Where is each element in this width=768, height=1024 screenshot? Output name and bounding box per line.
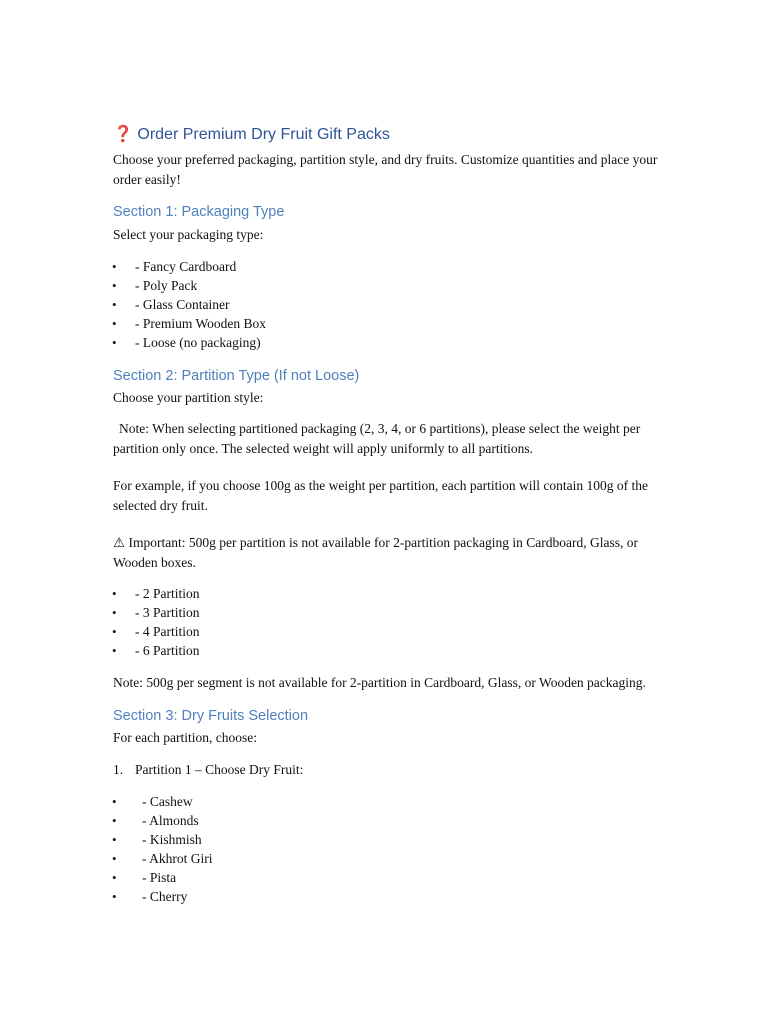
bullet-icon: • [112,869,117,885]
section-3-prompt: For each partition, choose: [113,729,257,745]
bullet-icon: • [112,258,117,274]
packaging-options-list [113,257,673,352]
dry-fruit-options-list [113,792,673,906]
bullet-icon: • [112,812,117,828]
bullet-icon: • [112,586,117,601]
list-item: • - Kishmish [112,831,202,847]
partition-example-text: For example, if you choose 100g as the weight per partition, each partition will contain 100g of the selected dry fruit. [113,478,648,513]
list-item: • - 2 Partition [112,586,200,601]
bullet-icon: • [112,831,117,847]
list-item: • - Fancy Cardboard [112,258,237,274]
list-item: • - 3 Partition [112,605,200,620]
list-item: • - Cashew [112,793,193,809]
bullet-icon: • [112,277,117,293]
bullet-icon: • [112,888,117,904]
list-item: • - Loose (no packaging) [112,334,261,350]
document-page [113,124,673,906]
section-1-prompt: Select your packaging type: [113,227,264,242]
section-2-prompt: Choose your partition style: [113,389,264,405]
list-item: • - Pista [112,869,177,885]
bullet-icon: • [112,793,117,809]
segment-availability-note: Note: 500g per segment is not available for 2-partition in Cardboard, Glass, or Wooden packaging. [113,675,646,690]
page-title: ❓ Order Premium Dry Fruit Gift Packs [113,126,390,143]
bullet-icon: • [112,850,117,866]
intro-text: Choose your preferred packaging, partition style, and dry fruits. Customize quantities and place your order easily! [113,152,658,187]
section-2-heading: Section 2: Partition Type (If not Loose) [113,367,360,384]
bullet-icon: • [112,643,117,658]
list-item: • - Almonds [112,812,199,828]
section-1-heading: Section 1: Packaging Type [113,204,285,220]
list-item: • - Poly Pack [112,277,198,293]
list-item: • - Akhrot Giri [112,850,213,866]
list-item: 1. Partition 1 – Choose Dry Fruit: [113,762,304,777]
bullet-icon: • [112,624,117,639]
bullet-icon: • [112,296,117,312]
bullet-icon: • [112,605,117,620]
list-item: • - Premium Wooden Box [112,315,267,331]
list-item: • - 6 Partition [112,643,200,658]
list-item: • - Cherry [112,888,188,904]
list-item: • - 4 Partition [112,624,200,639]
partition-numbered-list [113,760,673,780]
bullet-icon: • [112,315,117,331]
bullet-icon: • [112,334,117,350]
list-item: • - Glass Container [112,296,230,312]
partition-options-list [113,584,673,660]
important-warning: ⚠ Important: 500g per partition is not available for 2-partition packaging in Cardboard, Glass, or Wooden boxes. [113,535,638,570]
section-3-heading: Section 3: Dry Fruits Selection [113,707,309,724]
partition-weight-note: Note: When selecting partitioned packaging (2, 3, 4, or 6 partitions), please select the weight per partition only once. The selected weight will apply uniformly to all partitions. [113,421,641,456]
